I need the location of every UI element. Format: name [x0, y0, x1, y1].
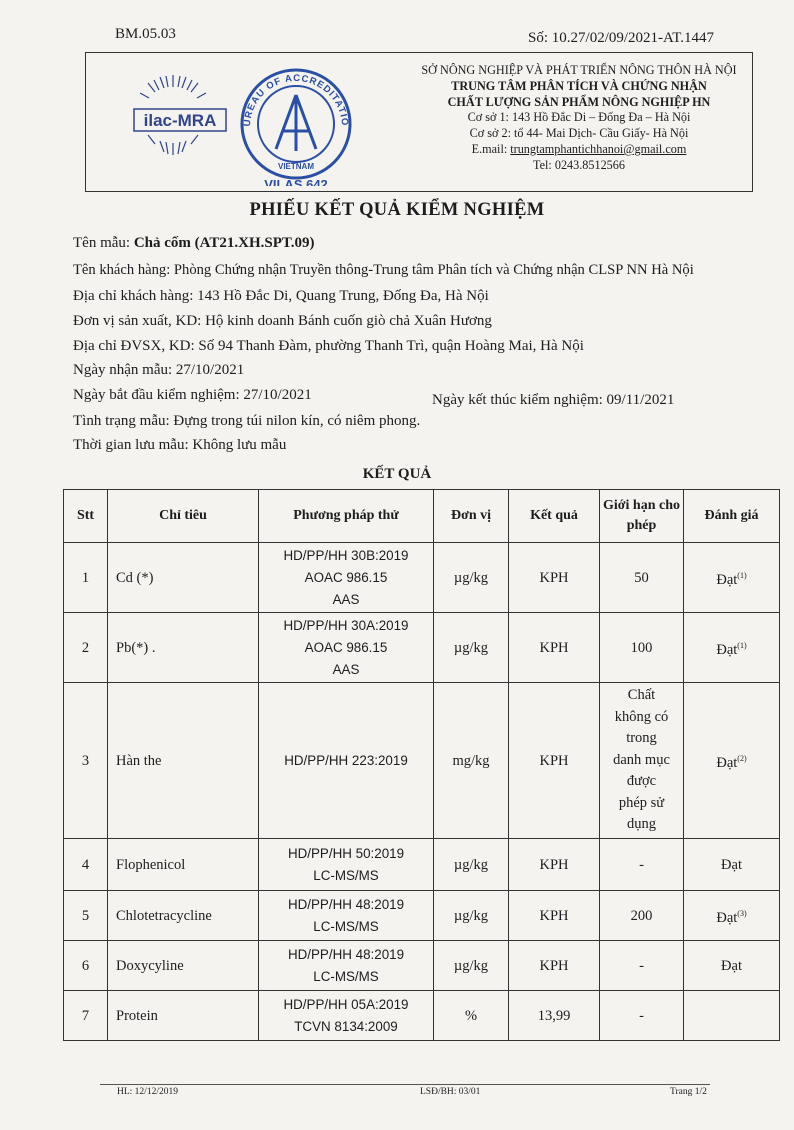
org-tel: Tel: 0243.8512566	[533, 157, 625, 172]
sample-storage: Thời gian lưu mẫu: Không lưu mẫu	[73, 437, 287, 453]
table-row	[64, 941, 780, 991]
row-limit: 200	[600, 891, 684, 941]
producer: Đơn vị sản xuất, KD: Hộ kinh doanh Bánh cuốn giò chả Xuân Hương	[73, 313, 492, 329]
method-line: AOAC 986.15	[304, 569, 388, 585]
method-line: AAS	[332, 591, 360, 607]
footer-right: Trang 1/2	[670, 1087, 707, 1097]
received-date: Ngày nhận mẫu: 27/10/2021	[73, 362, 245, 378]
method-line: LC-MS/MS	[313, 918, 379, 934]
row-result: KPH	[509, 839, 600, 891]
document-title: PHIẾU KẾT QUẢ KIỂM NGHIỆM	[249, 200, 545, 220]
row-stt: 6	[64, 941, 108, 991]
header-result: Kết quả	[509, 490, 600, 543]
sample-label: Tên mẫu:	[73, 235, 134, 251]
eval-note: (1)	[737, 640, 747, 650]
row-unit: µg/kg	[434, 941, 509, 991]
row-evaluation: Đạt	[684, 839, 780, 891]
row-limit: -	[600, 839, 684, 891]
row-method	[259, 991, 434, 1041]
row-unit: µg/kg	[434, 839, 509, 891]
accreditation-logos	[108, 61, 398, 186]
row-result: KPH	[509, 543, 600, 613]
customer-name: Tên khách hàng: Phòng Chứng nhận Truyền thông-Trung tâm Phân tích và Chứng nhận CLSP NN Hà Nội	[73, 262, 694, 278]
row-result: KPH	[509, 683, 600, 839]
vilas-text: VILAS 642	[264, 177, 328, 186]
row-limit: 50	[600, 543, 684, 613]
footer-divider	[100, 1084, 710, 1085]
sample-value: Chả cốm (AT21.XH.SPT.09)	[133, 235, 315, 251]
eval-note: (1)	[737, 570, 747, 580]
accreditation-logo-graphic	[108, 61, 398, 186]
row-stt: 7	[64, 991, 108, 1041]
row-method	[259, 839, 434, 891]
row-evaluation	[684, 683, 780, 839]
eval-text: Đạt	[716, 909, 738, 926]
header-unit: Đơn vị	[434, 490, 509, 543]
org-address-1: Cơ sở 1: 143 Hồ Đắc Di – Đống Đa – Hà Nội	[467, 110, 691, 125]
document-number: Số: 10.27/02/09/2021-AT.1447	[528, 30, 714, 46]
ilac-text: ilac-MRA	[143, 111, 217, 130]
method-line: HD/PP/HH 50:2019	[287, 845, 405, 861]
method-line: HD/PP/HH 30B:2019	[283, 547, 409, 563]
org-line-3: CHẤT LƯỢNG SẢN PHẨM NÔNG NGHIỆP HN	[447, 94, 711, 109]
eval-text: Đạt	[716, 641, 738, 658]
row-criterion: Flophenicol	[108, 839, 259, 891]
letterhead	[85, 52, 753, 192]
eval-note: (2)	[737, 753, 747, 763]
row-unit: µg/kg	[434, 543, 509, 613]
header-evaluation: Đánh giá	[684, 490, 780, 543]
row-evaluation	[684, 613, 780, 683]
producer-address: Địa chỉ ĐVSX, KD: Số 94 Thanh Đàm, phường Thanh Trì, quận Hoàng Mai, Hà Nội	[73, 338, 584, 354]
org-address-2: Cơ sở 2: tổ 44- Mai Dịch- Cầu Giấy- Hà Nội	[469, 126, 689, 141]
row-criterion: Hàn the	[108, 683, 259, 839]
row-unit: mg/kg	[434, 683, 509, 839]
table-row	[64, 613, 780, 683]
row-stt: 4	[64, 839, 108, 891]
table-row	[64, 891, 780, 941]
organization-info	[404, 63, 754, 174]
header-stt: Stt	[64, 490, 108, 543]
accreditation-arc-text: UREAU OF ACCREDITATIO	[241, 72, 351, 127]
limit-line: được	[626, 773, 657, 790]
row-criterion: Cd (*)	[108, 543, 259, 613]
header-criterion: Chỉ tiêu	[108, 490, 259, 543]
eval-text: Đạt	[716, 754, 738, 771]
limit-line: danh mục	[613, 751, 670, 768]
row-evaluation	[684, 891, 780, 941]
org-line-2: TRUNG TÂM PHÂN TÍCH VÀ CHỨNG NHẬN	[451, 78, 707, 93]
row-stt: 3	[64, 683, 108, 839]
row-method	[259, 613, 434, 683]
row-criterion: Doxycyline	[108, 941, 259, 991]
ilac-mra-logo	[134, 75, 226, 155]
table-row	[64, 543, 780, 613]
method-line: TCVN 8134:2009	[294, 1018, 398, 1034]
row-method: HD/PP/HH 223:2019	[259, 683, 434, 839]
row-result: KPH	[509, 941, 600, 991]
limit-line: Chất	[627, 687, 656, 704]
row-unit: µg/kg	[434, 613, 509, 683]
limit-line: trong	[626, 730, 657, 747]
footer-center: LSĐ/BH: 03/01	[420, 1087, 481, 1097]
table-header-row	[64, 490, 780, 543]
row-evaluation	[684, 543, 780, 613]
method-line: LC-MS/MS	[313, 968, 379, 984]
row-stt: 5	[64, 891, 108, 941]
email-label: E.mail:	[471, 141, 511, 156]
method-line: HD/PP/HH 48:2019	[287, 946, 405, 962]
table-row	[64, 839, 780, 891]
limit-line: không có	[614, 708, 669, 725]
row-stt: 1	[64, 543, 108, 613]
method-line: HD/PP/HH 48:2019	[287, 896, 405, 912]
row-method	[259, 543, 434, 613]
table-row	[64, 683, 780, 839]
row-criterion: Chlotetracycline	[108, 891, 259, 941]
limit-line: dụng	[627, 816, 656, 833]
row-result: KPH	[509, 613, 600, 683]
row-result: 13,99	[509, 991, 600, 1041]
header-limit: Giới hạn cho phép	[600, 490, 684, 543]
row-method	[259, 941, 434, 991]
form-code: BM.05.03	[115, 26, 176, 42]
header-method: Phương pháp thử	[259, 490, 434, 543]
end-date: Ngày kết thúc kiểm nghiệm: 09/11/2021	[432, 392, 675, 408]
method-line: HD/PP/HH 30A:2019	[283, 617, 409, 633]
footer-left: HL: 12/12/2019	[117, 1087, 178, 1097]
row-method	[259, 891, 434, 941]
row-stt: 2	[64, 613, 108, 683]
eval-note: (3)	[737, 908, 747, 918]
eval-text: Đạt	[716, 571, 738, 588]
customer-address: Địa chỉ khách hàng: 143 Hồ Đắc Di, Quang Trung, Đống Đa, Hà Nội	[73, 288, 489, 304]
row-result: KPH	[509, 891, 600, 941]
row-limit	[600, 683, 684, 839]
method-line: HD/PP/HH 05A:2019	[283, 996, 409, 1012]
sample-name	[73, 235, 315, 252]
row-limit: -	[600, 941, 684, 991]
results-table	[63, 489, 780, 1041]
vietnam-text: VIETNAM	[278, 162, 314, 171]
email-link[interactable]: trungtamphantichhanoi@gmail.com	[510, 141, 687, 156]
row-limit: 100	[600, 613, 684, 683]
row-criterion: Protein	[108, 991, 259, 1041]
method-line: AAS	[332, 661, 360, 677]
results-title: KẾT QUẢ	[362, 466, 432, 482]
table-row	[64, 991, 780, 1041]
limit-line: phép sử	[618, 794, 665, 811]
row-unit: %	[434, 991, 509, 1041]
start-date: Ngày bắt đầu kiểm nghiệm: 27/10/2021	[73, 387, 312, 403]
method-line: AOAC 986.15	[304, 639, 388, 655]
row-evaluation	[684, 991, 780, 1041]
org-line-1: SỞ NÔNG NGHIỆP VÀ PHÁT TRIỂN NÔNG THÔN HÀ NỘI	[421, 63, 737, 77]
row-limit: -	[600, 991, 684, 1041]
row-unit: µg/kg	[434, 891, 509, 941]
row-evaluation: Đạt	[684, 941, 780, 991]
org-email-line	[404, 142, 754, 158]
sample-condition: Tình trạng mẫu: Đựng trong túi nilon kín, có niêm phong.	[73, 413, 421, 429]
row-criterion: Pb(*) .	[108, 613, 259, 683]
method-line: LC-MS/MS	[313, 867, 379, 883]
